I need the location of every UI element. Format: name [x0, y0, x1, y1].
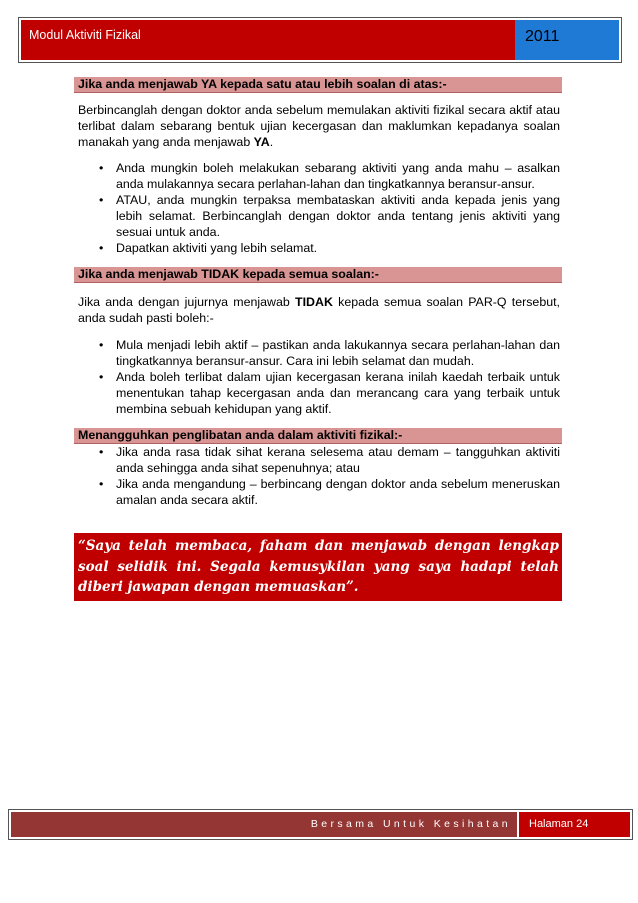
- list-item-text: Anda mungkin boleh melakukan sebarang aktiviti yang anda mahu – asalkan anda mulakannya secara perlahan-lahan dan tingkatkannya beransur-ansur.: [116, 161, 560, 191]
- footer-motto: Bersama Untuk Kesihatan: [11, 812, 517, 837]
- list-item-text: ATAU, anda mungkin terpaksa membataskan aktiviti anda kepada jenis yang lebih selamat. Berbincanglah dengan doktor anda tentang jenis aktiviti yang sesuai untuk anda.: [116, 193, 560, 239]
- bullet-icon: •: [99, 161, 104, 175]
- list-item: [74, 476, 562, 508]
- para-text: kepada semua soalan PAR-Q tersebut, anda sudah pasti boleh:-: [78, 295, 560, 325]
- page-number: Halaman 24: [519, 812, 630, 837]
- section-paragraph-no: [74, 294, 562, 326]
- para-bold: TIDAK: [295, 295, 333, 309]
- para-bold: YA: [253, 135, 270, 149]
- bullet-icon: •: [99, 193, 104, 207]
- list-item: [74, 240, 562, 256]
- bullet-icon: •: [99, 241, 104, 255]
- list-item-text: Mula menjadi lebih aktif – pastikan anda lakukannya secara perlahan-lahan dan tingkatkannya beransur-ansur. Cara ini lebih selamat dan mudah.: [116, 338, 560, 368]
- bullet-list-no: [74, 337, 562, 417]
- section-heading-yes: Jika anda menjawab YA kepada satu atau lebih soalan di atas:-: [74, 77, 562, 93]
- page-content: [74, 77, 562, 601]
- list-item-text: Anda boleh terlibat dalam ujian kecergasan kerana inilah kaedah terbaik untuk menentukan tahap kecergasan anda dan merancang cara yang terbaik untuk membina sebuah kehidupan yang aktif.: [116, 370, 560, 416]
- list-item: [74, 369, 562, 417]
- section-paragraph-yes: [74, 102, 562, 150]
- bullet-icon: •: [99, 445, 104, 459]
- list-item-text: Jika anda rasa tidak sihat kerana selesema atau demam – tangguhkan aktiviti anda sehingga anda sihat sepenuhnya; atau: [116, 445, 560, 475]
- bullet-icon: •: [99, 338, 104, 352]
- list-item: [74, 444, 562, 476]
- bullet-icon: •: [99, 477, 104, 491]
- list-item: [74, 160, 562, 192]
- list-item-text: Dapatkan aktiviti yang lebih selamat.: [116, 241, 318, 255]
- para-text: Berbincanglah dengan doktor anda sebelum memulakan aktiviti fizikal secara aktif atau terlibat dalam sebarang bentuk ujian kecergasan dan maklumkan kepadanya soalan manakah yang anda menjawab: [78, 103, 560, 149]
- bullet-list-yes: [74, 160, 562, 256]
- para-text: Jika anda dengan jujurnya menjawab: [78, 295, 296, 309]
- bullet-list-defer: [74, 444, 562, 508]
- section-heading-defer: Menangguhkan penglibatan anda dalam aktiviti fizikal:-: [74, 428, 562, 444]
- page-header: [18, 17, 622, 63]
- page-footer: [8, 809, 633, 840]
- list-item-text: Jika anda mengandung – berbincang dengan doktor anda sebelum meneruskan amalan anda secara aktif.: [116, 477, 560, 507]
- declaration-quote: “Saya telah membaca, faham dan menjawab dengan lengkap soal selidik ini. Segala kemusykilan yang saya hadapi telah diberi jawapan dengan memuaskan”.: [74, 532, 562, 601]
- module-title: Modul Aktiviti Fizikal: [21, 20, 523, 60]
- list-item: [74, 192, 562, 240]
- bullet-icon: •: [99, 370, 104, 384]
- list-item: [74, 337, 562, 369]
- para-text: .: [269, 135, 274, 149]
- section-heading-no: Jika anda menjawab TIDAK kepada semua soalan:-: [74, 267, 562, 283]
- header-year: 2011: [515, 20, 619, 60]
